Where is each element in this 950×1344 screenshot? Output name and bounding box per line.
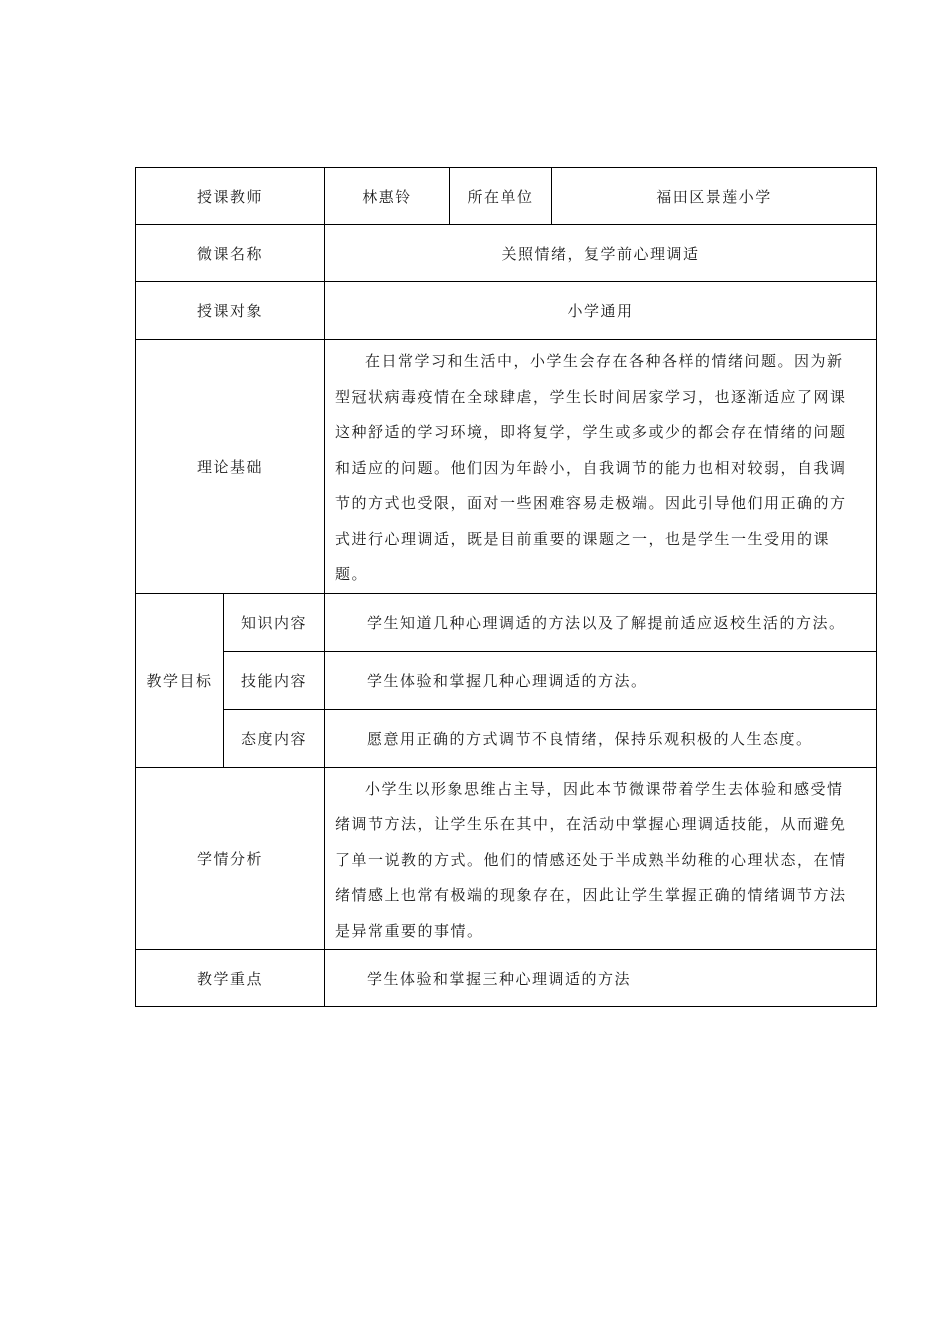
theory-label: 理论基础 <box>136 340 325 594</box>
row-teacher <box>136 168 877 225</box>
teacher-label: 授课教师 <box>136 168 325 225</box>
lesson-plan-table <box>135 167 877 1007</box>
row-skill <box>136 651 877 709</box>
goals-label: 教学目标 <box>136 593 224 767</box>
course-label: 微课名称 <box>136 225 325 282</box>
theory-text: 在日常学习和生活中，小学生会存在各种各样的情绪问题。因为新型冠状病毒疫情在全球肆虐，学生长时间居家学习，也逐渐适应了网课这种舒适的学习环境，即将复学，学生或多或少的都会存在情绪的问题和适应的问题。他们因为年龄小，自我调节的能力也相对较弱，自我调节的方式也受限，面对一些困难容易走极端。因此引导他们用正确的方式进行心理调适，既是目前重要的课题之一，也是学生一生受用的课题。 <box>325 340 877 594</box>
row-attitude <box>136 709 877 767</box>
attitude-label: 态度内容 <box>224 709 325 767</box>
row-course <box>136 225 877 282</box>
skill-label: 技能内容 <box>224 651 325 709</box>
row-theory <box>136 340 877 594</box>
attitude-text: 愿意用正确的方式调节不良情绪，保持乐观积极的人生态度。 <box>325 709 877 767</box>
course-name: 关照情绪，复学前心理调适 <box>325 225 877 282</box>
row-key-point <box>136 950 877 1007</box>
unit-label: 所在单位 <box>450 168 552 225</box>
audience-value: 小学通用 <box>325 282 877 340</box>
key-text: 学生体验和掌握三种心理调适的方法 <box>325 950 877 1007</box>
knowledge-text: 学生知道几种心理调适的方法以及了解提前适应返校生活的方法。 <box>325 593 877 651</box>
row-knowledge <box>136 593 877 651</box>
key-label: 教学重点 <box>136 950 325 1007</box>
audience-label: 授课对象 <box>136 282 325 340</box>
teacher-name: 林惠铃 <box>325 168 450 225</box>
row-analysis <box>136 767 877 950</box>
knowledge-label: 知识内容 <box>224 593 325 651</box>
analysis-label: 学情分析 <box>136 767 325 950</box>
skill-text: 学生体验和掌握几种心理调适的方法。 <box>325 651 877 709</box>
row-audience <box>136 282 877 340</box>
analysis-text: 小学生以形象思维占主导，因此本节微课带着学生去体验和感受情绪调节方法，让学生乐在其中，在活动中掌握心理调适技能，从而避免了单一说教的方式。他们的情感还处于半成熟半幼稚的心理状态，在情绪情感上也常有极端的现象存在，因此让学生掌握正确的情绪调节方法是异常重要的事情。 <box>325 767 877 950</box>
unit-name: 福田区景莲小学 <box>552 168 877 225</box>
